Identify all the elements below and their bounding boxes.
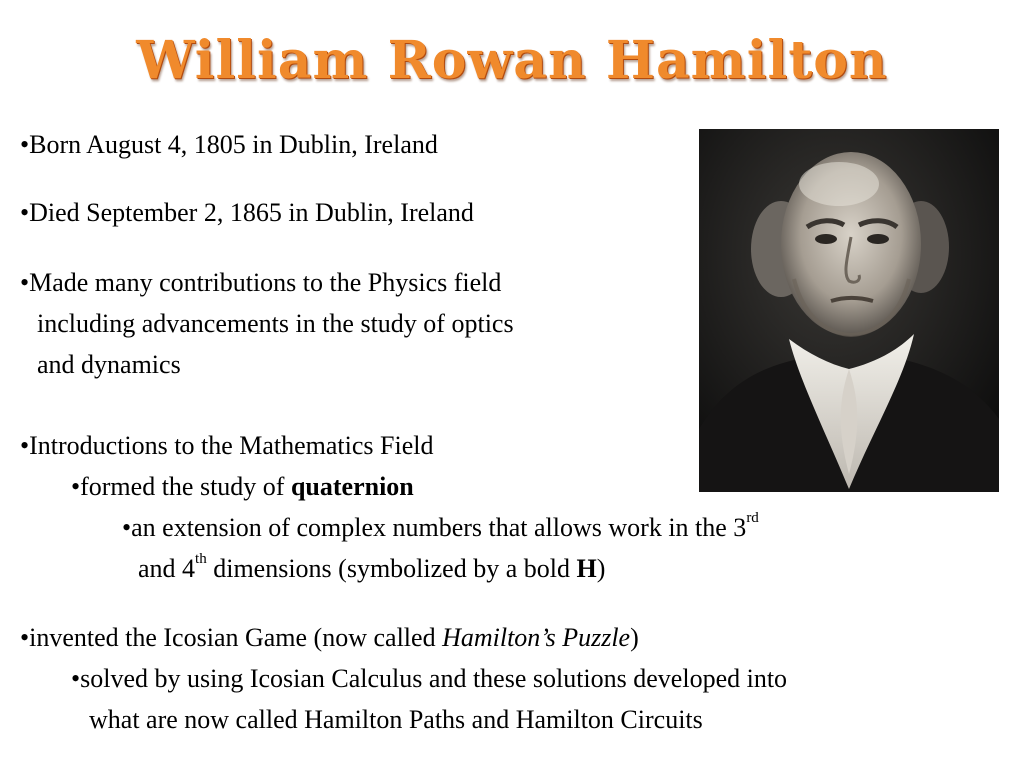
ordinal-rd: rd: [746, 510, 759, 527]
paths-line: what are now called Hamilton Paths and Hamilton Circuits: [89, 705, 703, 734]
dims-prefix: and 4: [138, 554, 196, 583]
physics-line-1: Made many contributions to the Physics field: [29, 268, 502, 297]
dimensions-line: [138, 551, 606, 584]
sub-bullet-quaternion: [71, 472, 414, 502]
solved-text: solved by using Icosian Calculus and these solutions developed into: [80, 664, 788, 693]
formed-text: formed the study of: [80, 472, 291, 501]
sub-bullet-solved: [71, 664, 787, 694]
dims-text: dimensions (symbolized by a bold: [206, 554, 577, 583]
icosian-prefix: invented the Icosian Game (now called: [29, 623, 443, 652]
portrait-illustration: [699, 129, 999, 492]
bullet-icosian: [20, 623, 639, 653]
quaternion-term: quaternion: [290, 472, 414, 501]
bullet-math: [20, 431, 433, 461]
sub-sub-bullet-extension: [122, 510, 759, 543]
died-text: Died September 2, 1865 in Dublin, Ireland: [29, 198, 474, 227]
bullet-dot: •: [20, 130, 30, 159]
bold-h: H: [576, 554, 597, 583]
dims-close: ): [596, 554, 606, 583]
icosian-suffix: ): [630, 623, 639, 652]
bullet-dot: •: [20, 268, 30, 297]
physics-line-3: and dynamics: [37, 350, 181, 379]
hamiltons-puzzle: Hamilton’s Puzzle: [442, 623, 631, 652]
slide-title: William Rowan Hamilton: [136, 30, 888, 91]
bullet-born: [20, 130, 438, 160]
bullet-dot: •: [20, 198, 30, 227]
born-text: Born August 4, 1805 in Dublin, Ireland: [29, 130, 438, 159]
bullet-dot: •: [71, 664, 81, 693]
bullet-dot: •: [122, 513, 132, 542]
extension-text: an extension of complex numbers that allows work in the 3: [131, 513, 747, 542]
math-heading: Introductions to the Mathematics Field: [29, 431, 434, 460]
bullet-dot: •: [20, 623, 30, 652]
bullet-physics: [20, 268, 501, 298]
bullet-died: [20, 198, 474, 228]
physics-line-2: including advancements in the study of optics: [37, 309, 514, 338]
ordinal-th: th: [195, 551, 207, 568]
bullet-dot: •: [20, 431, 30, 460]
hamilton-portrait: [699, 129, 999, 492]
bullet-dot: •: [71, 472, 81, 501]
